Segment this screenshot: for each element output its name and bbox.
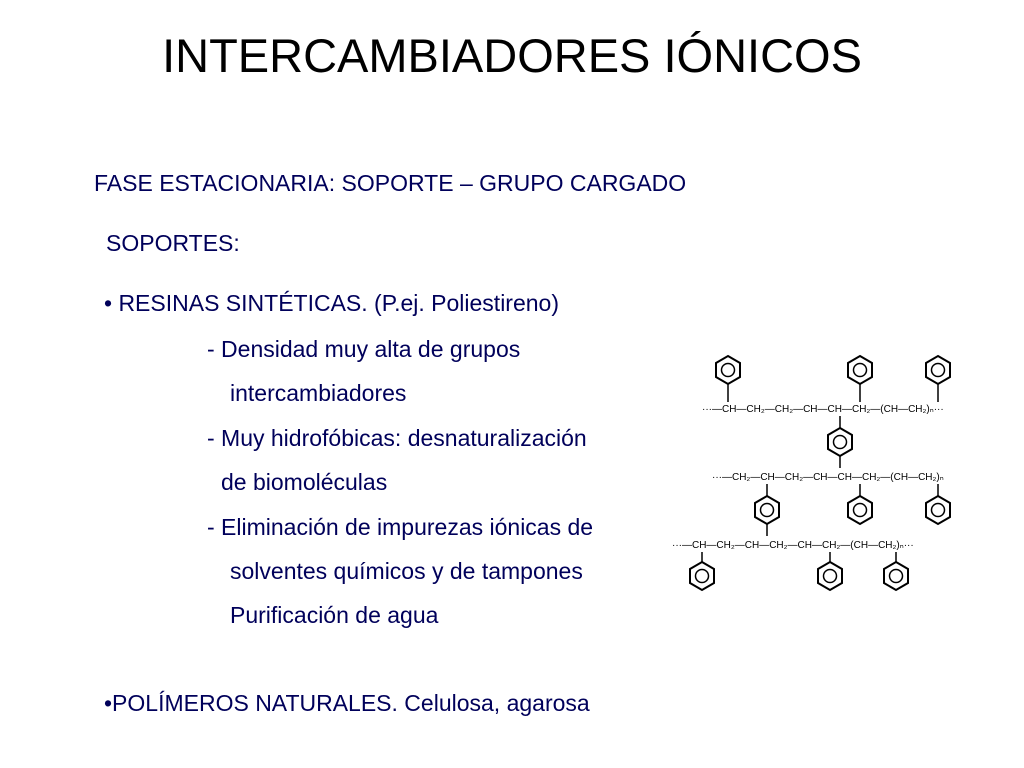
benzene-ring <box>690 552 714 590</box>
crosslink-benzene-ring <box>828 416 852 468</box>
sub-item-hydrophobic: - Muy hidrofóbicas: desnaturalización <box>207 425 587 451</box>
supports-heading: SOPORTES: <box>106 230 240 256</box>
benzene-ring <box>884 552 908 590</box>
stationary-phase-heading: FASE ESTACIONARIA: SOPORTE – GRUPO CARGADO <box>94 170 687 196</box>
benzene-ring <box>716 356 740 402</box>
benzene-ring <box>755 484 779 536</box>
benzene-ring <box>926 484 950 524</box>
benzene-ring <box>848 356 872 402</box>
benzene-ring <box>818 552 842 590</box>
benzene-ring <box>926 356 950 402</box>
bullet-natural-polymers: •POLÍMEROS NATURALES. Celulosa, agarosa <box>104 690 590 716</box>
polystyrene-structure-diagram <box>660 340 1024 602</box>
sub-item-water-purification: Purificación de agua <box>230 602 439 628</box>
slide-title: INTERCAMBIADORES IÓNICOS <box>162 29 862 82</box>
sub-item-impurities: - Eliminación de impurezas iónicas de <box>207 514 594 540</box>
polymer-chain-row-3: ···—CH—CH₂—CH—CH₂—CH—CH₂—(CH—CH₂)ₙ··· <box>672 540 914 551</box>
benzene-ring <box>848 484 872 524</box>
sub-item-density: - Densidad muy alta de grupos <box>207 336 521 362</box>
sub-item-density-cont: intercambiadores <box>230 380 407 406</box>
polymer-chain-row-1: ···—CH—CH₂—CH₂—CH—CH—CH₂—(CH—CH₂)ₙ··· <box>702 404 944 415</box>
bullet-synthetic-resins: • RESINAS SINTÉTICAS. (P.ej. Poliestireno) <box>104 290 559 316</box>
sub-item-hydrophobic-cont: de biomoléculas <box>221 469 388 495</box>
polymer-chain-row-2: ···—CH₂—CH—CH₂—CH—CH—CH₂—(CH—CH₂)ₙ <box>712 472 944 483</box>
sub-item-impurities-cont: solventes químicos y de tampones <box>230 558 583 584</box>
